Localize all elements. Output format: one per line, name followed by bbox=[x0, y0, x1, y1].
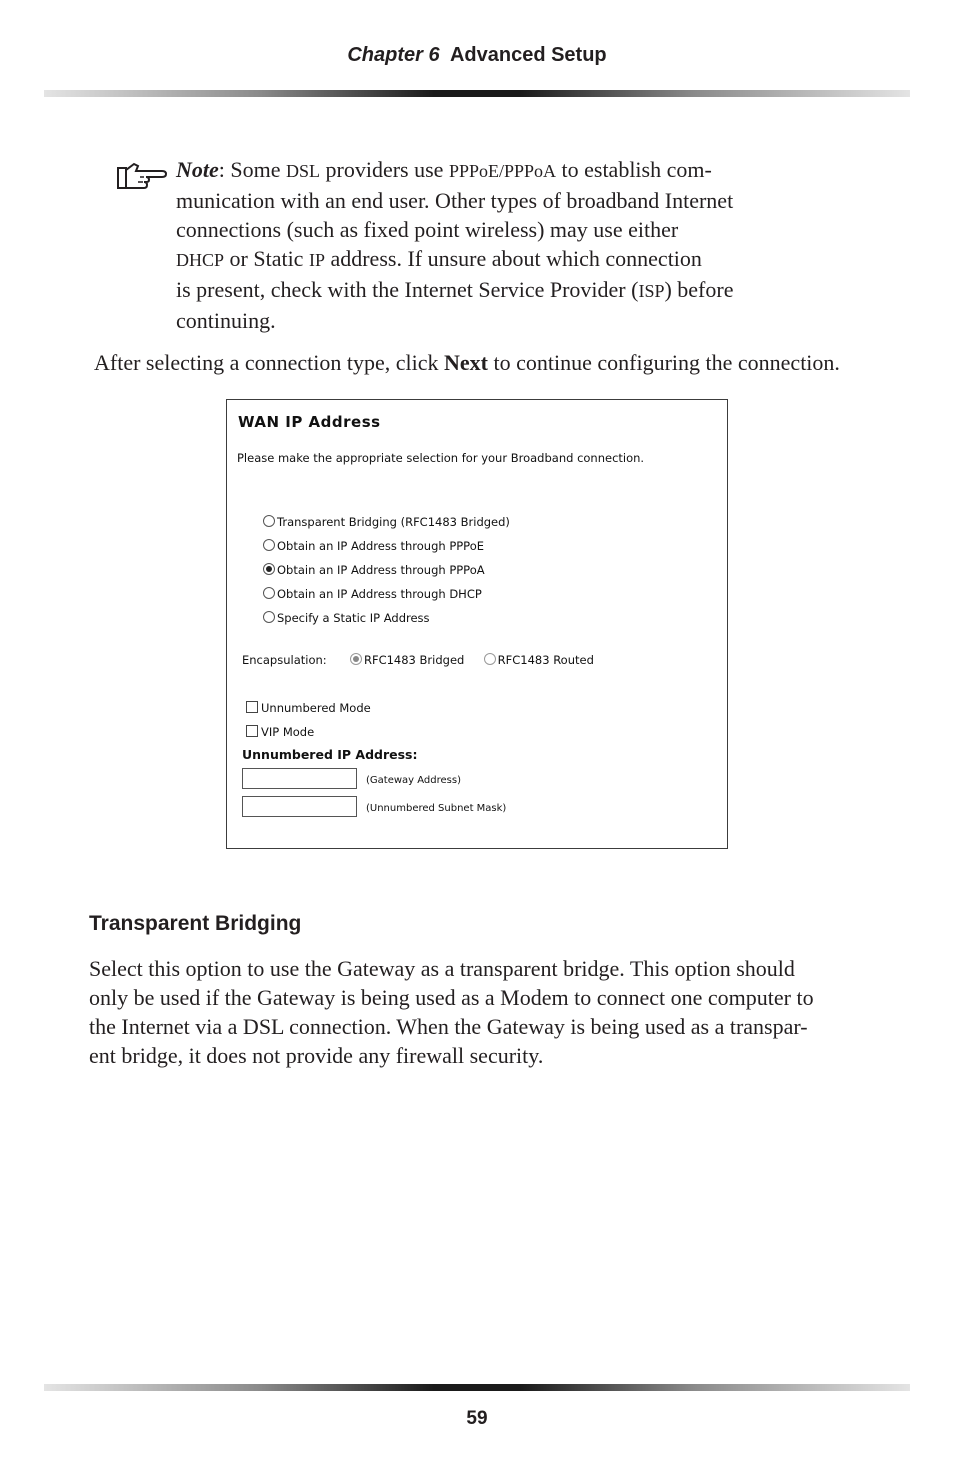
option-static-ip[interactable]: Specify a Static IP Address bbox=[263, 611, 430, 625]
encap-bridged-option[interactable]: RFC1483 Bridged bbox=[350, 653, 464, 667]
wan-ip-screenshot bbox=[226, 399, 728, 849]
chapter-title: Advanced Setup bbox=[449, 44, 607, 66]
option-dhcp[interactable]: Obtain an IP Address through DHCP bbox=[263, 587, 482, 601]
encapsulation-label: Encapsulation: bbox=[242, 653, 327, 667]
radio-selected-icon[interactable] bbox=[263, 563, 275, 575]
option-pppoe[interactable]: Obtain an IP Address through PPPoE bbox=[263, 539, 484, 553]
radio-icon[interactable] bbox=[263, 515, 275, 527]
body-line: Select this option to use the Gateway as a transparent bridge. This option should bbox=[89, 956, 795, 981]
subnet-mask-hint: (Unnumbered Subnet Mask) bbox=[366, 803, 507, 814]
vip-mode-checkbox[interactable]: VIP Mode bbox=[246, 725, 314, 739]
checkbox-icon[interactable] bbox=[246, 725, 258, 737]
note-line-5: is present, check with the Internet Service Provider (ISP) before bbox=[176, 277, 734, 302]
section-body bbox=[89, 954, 814, 1070]
footer-rule bbox=[44, 1384, 910, 1391]
option-pppoa[interactable]: Obtain an IP Address through PPPoA bbox=[263, 563, 485, 577]
unnumbered-mode-checkbox[interactable]: Unnumbered Mode bbox=[246, 701, 371, 715]
page-number: 59 bbox=[466, 1408, 488, 1429]
note-line-2: munication with an end user. Other types of broadband Internet bbox=[176, 188, 734, 213]
note-line-4: DHCP or Static IP address. If unsure about which connection bbox=[176, 246, 702, 271]
radio-icon[interactable] bbox=[263, 587, 275, 599]
option-transparent-bridging[interactable]: Transparent Bridging (RFC1483 Bridged) bbox=[263, 515, 510, 529]
encapsulation-row bbox=[242, 653, 594, 667]
header-rule bbox=[44, 90, 910, 97]
chapter-label: Chapter 6 bbox=[347, 44, 440, 66]
note-line-6: continuing. bbox=[176, 308, 276, 333]
gateway-address-input[interactable] bbox=[242, 768, 357, 789]
note-line-1: Note: Some DSL providers use PPPoE/PPPoA to establish com- bbox=[176, 157, 712, 182]
gateway-address-hint: (Gateway Address) bbox=[366, 775, 461, 786]
note-line-3: connections (such as fixed point wireless) may use either bbox=[176, 217, 679, 242]
wan-ip-description: Please make the appropriate selection for your Broadband connection. bbox=[237, 451, 645, 465]
subnet-mask-input[interactable] bbox=[242, 796, 357, 817]
body-line: ent bridge, it does not provide any firewall security. bbox=[89, 1043, 544, 1068]
encap-routed-option[interactable]: RFC1483 Routed bbox=[484, 653, 594, 667]
pointing-hand-icon bbox=[116, 160, 168, 190]
checkbox-icon[interactable] bbox=[246, 701, 258, 713]
body-line: the Internet via a DSL connection. When the Gateway is being used as a transpar- bbox=[89, 1014, 808, 1039]
radio-icon[interactable] bbox=[263, 539, 275, 551]
instruction-text: After selecting a connection type, click Next to continue configuring the connection. bbox=[94, 350, 840, 375]
radio-icon[interactable] bbox=[263, 611, 275, 623]
note-block bbox=[176, 155, 816, 335]
radio-selected-icon[interactable] bbox=[350, 653, 362, 665]
note-label: Note bbox=[176, 157, 219, 182]
unnumbered-ip-label: Unnumbered IP Address: bbox=[242, 747, 418, 762]
radio-icon[interactable] bbox=[484, 653, 496, 665]
next-keyword: Next bbox=[444, 350, 489, 375]
section-heading: Transparent Bridging bbox=[89, 912, 302, 935]
body-line: only be used if the Gateway is being used as a Modem to connect one computer to bbox=[89, 985, 814, 1010]
page-header bbox=[0, 44, 954, 67]
wan-ip-title: WAN IP Address bbox=[238, 413, 381, 431]
